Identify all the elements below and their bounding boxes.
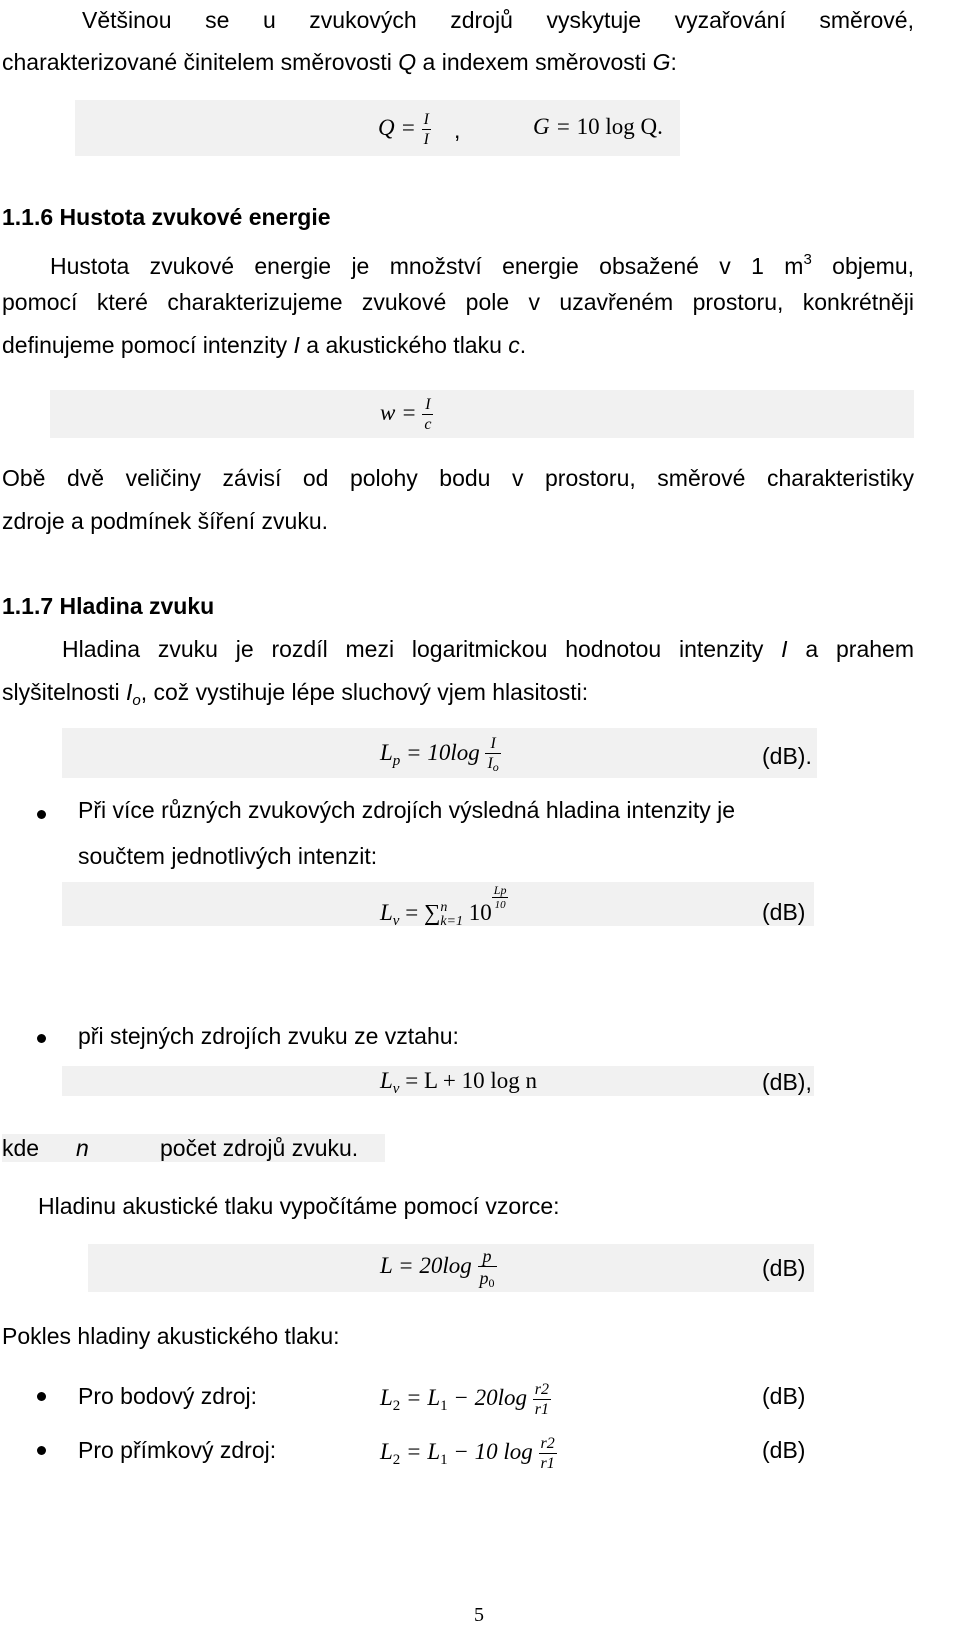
numerator: I [423,110,429,128]
denominator [485,754,500,773]
where-label: kde [2,1135,40,1161]
paragraph-line [2,288,914,316]
sum-lower: k=1 [440,913,464,929]
symbol-i: I [293,332,300,358]
superscript: 3 [803,251,812,268]
bullet-label: Pro bodový zdroj: [78,1383,257,1409]
text: pomocí které charakterizujeme zvukové pole v uzavřeném prostoru, konkrétněji [2,289,914,315]
symbol-i: I [781,636,788,662]
paragraph-line [2,464,914,492]
comma [454,116,460,144]
den-subscript: o [492,760,499,775]
eq-mid: = L [400,1439,441,1464]
equation-point-source [380,1376,551,1428]
eq-lhs: L [380,1068,393,1093]
text: Obě dvě veličiny závisí od polohy bodu v prostoru, směrové charakteristiky [2,465,914,491]
symbol-c: c [508,332,520,358]
unit-label: (dB). [762,743,812,769]
eq-lhs: Q = [378,115,416,140]
symbol-q: Q [398,49,417,75]
bullet-dot [37,1392,46,1401]
den-base: I [487,755,493,773]
numerator: r2 [540,1434,555,1452]
denominator [478,1267,497,1289]
eq-lhs: L [380,900,393,925]
text: objemu, [811,253,914,279]
subscript: 1 [440,1452,448,1468]
eq-rhs: − 10 log [447,1439,539,1464]
paragraph-line: Pokles hladiny akustického tlaku: [2,1323,340,1349]
subscript: 1 [440,1398,448,1414]
eq-lhs: L = 20log [380,1253,478,1278]
eq-lhs: L [380,740,393,765]
bullet-label: Pro přímkový zdroj: [78,1437,277,1463]
denominator: I [423,130,429,148]
paragraph-line [50,246,914,280]
unit-label: (dB) [762,1255,806,1281]
where-description: počet zdrojů zvuku. [160,1135,359,1161]
subscript: v [392,913,400,929]
sum-sign: = ∑ [399,900,441,925]
fraction [539,1436,557,1472]
equation-background [50,390,914,438]
denominator: r1 [534,1400,550,1418]
eq-mid: = L [400,1385,441,1410]
equation-directivity [378,106,431,150]
text: , [454,117,461,143]
exponent-fraction [492,884,509,911]
text: : [670,49,677,75]
eq-rhs: 10 log Q. [576,114,663,139]
text: Hladina zvuku je rozdíl mezi logaritmickou hodnotou intenzity [62,636,782,662]
paragraph-line [82,6,914,34]
equation-line-source [380,1430,557,1482]
where-symbol: n [76,1135,89,1161]
equation-pressure-level [380,1244,497,1289]
text: definujeme pomocí intenzity [2,332,294,358]
equation-sound-level [380,731,501,783]
paragraph-line [2,678,588,715]
bullet-line: Při více různých zvukových zdrojích výsledná hladina intenzity je [78,797,736,823]
bullet-line: při stejných zdrojích zvuku ze vztahu: [78,1023,459,1049]
numerator: p [478,1247,497,1267]
denominator: c [424,415,432,433]
paragraph-line: Hladinu akustické tlaku vypočítáme pomocí vzorce: [38,1193,560,1219]
sum-upper: n [440,899,448,915]
eq-mid: = 10log [400,740,486,765]
paragraph-line: zdroje a podmínek šíření zvuku. [2,508,328,534]
text: , což vystihuje lépe sluchový vjem hlasitosti: [140,679,589,705]
numerator: I [422,397,433,415]
equation-index [533,114,663,140]
numerator: I [485,736,500,754]
symbol-g: G [652,49,671,75]
paragraph-line [2,331,526,359]
section-heading: 1.1.7 Hladina zvuku [2,593,215,619]
fraction [422,397,433,433]
text: a prahem [787,636,914,662]
text: a indexem směrovosti [416,49,653,75]
symbol-i: I [125,679,133,705]
eq-rhs: − 20log [447,1385,533,1410]
eq-lhs: G = [533,114,577,139]
bullet-line: součtem jednotlivých intenzit: [78,843,378,869]
fraction [485,736,500,773]
den-subscript: 0 [488,1275,495,1290]
text: . [519,332,527,358]
sum-limits [440,901,463,929]
subscript: v [392,1081,400,1097]
den-base: p [479,1267,489,1288]
equation-energy-density [380,391,433,435]
unit-label: (dB) [762,1437,806,1463]
subscript: o [132,692,141,709]
text: Většinou se u zvukových zdrojů vyskytuje vyzařování směrové, [82,7,914,33]
denominator: r1 [540,1454,555,1472]
text: Hustota zvukové energie je množství energie obsažené v 1 m [50,253,804,279]
text: charakterizované činitelem směrovosti [2,49,399,75]
numerator: Lp [493,883,507,897]
eq-lhs: L [380,1385,393,1410]
equation-equal-sources [380,1068,537,1098]
unit-label: (dB), [762,1069,812,1095]
unit-label: (dB) [762,1383,806,1409]
equation-sum-level [380,884,508,943]
subscript: 2 [392,1452,401,1468]
base: 10 [463,900,492,925]
text: slyšitelnosti [2,679,126,705]
eq-rhs: = L + 10 log n [399,1068,537,1093]
bullet-dot [37,1446,46,1455]
bullet-dot [37,1034,46,1043]
fraction [478,1247,497,1289]
section-heading: 1.1.6 Hustota zvukové energie [2,204,331,230]
denominator: 10 [494,899,506,911]
unit-label: (dB) [762,899,806,925]
subscript: 2 [392,1398,401,1414]
bullet-dot [37,810,46,819]
text: a akustického tlaku [299,332,509,358]
page-number: 5 [474,1604,484,1626]
fraction [533,1382,551,1418]
subscript: p [392,753,401,769]
fraction [422,112,431,148]
paragraph-line [2,48,677,76]
paragraph-line [62,635,914,663]
numerator: r2 [534,1380,550,1398]
eq-lhs: w = [380,400,417,425]
eq-lhs: L [380,1439,393,1464]
